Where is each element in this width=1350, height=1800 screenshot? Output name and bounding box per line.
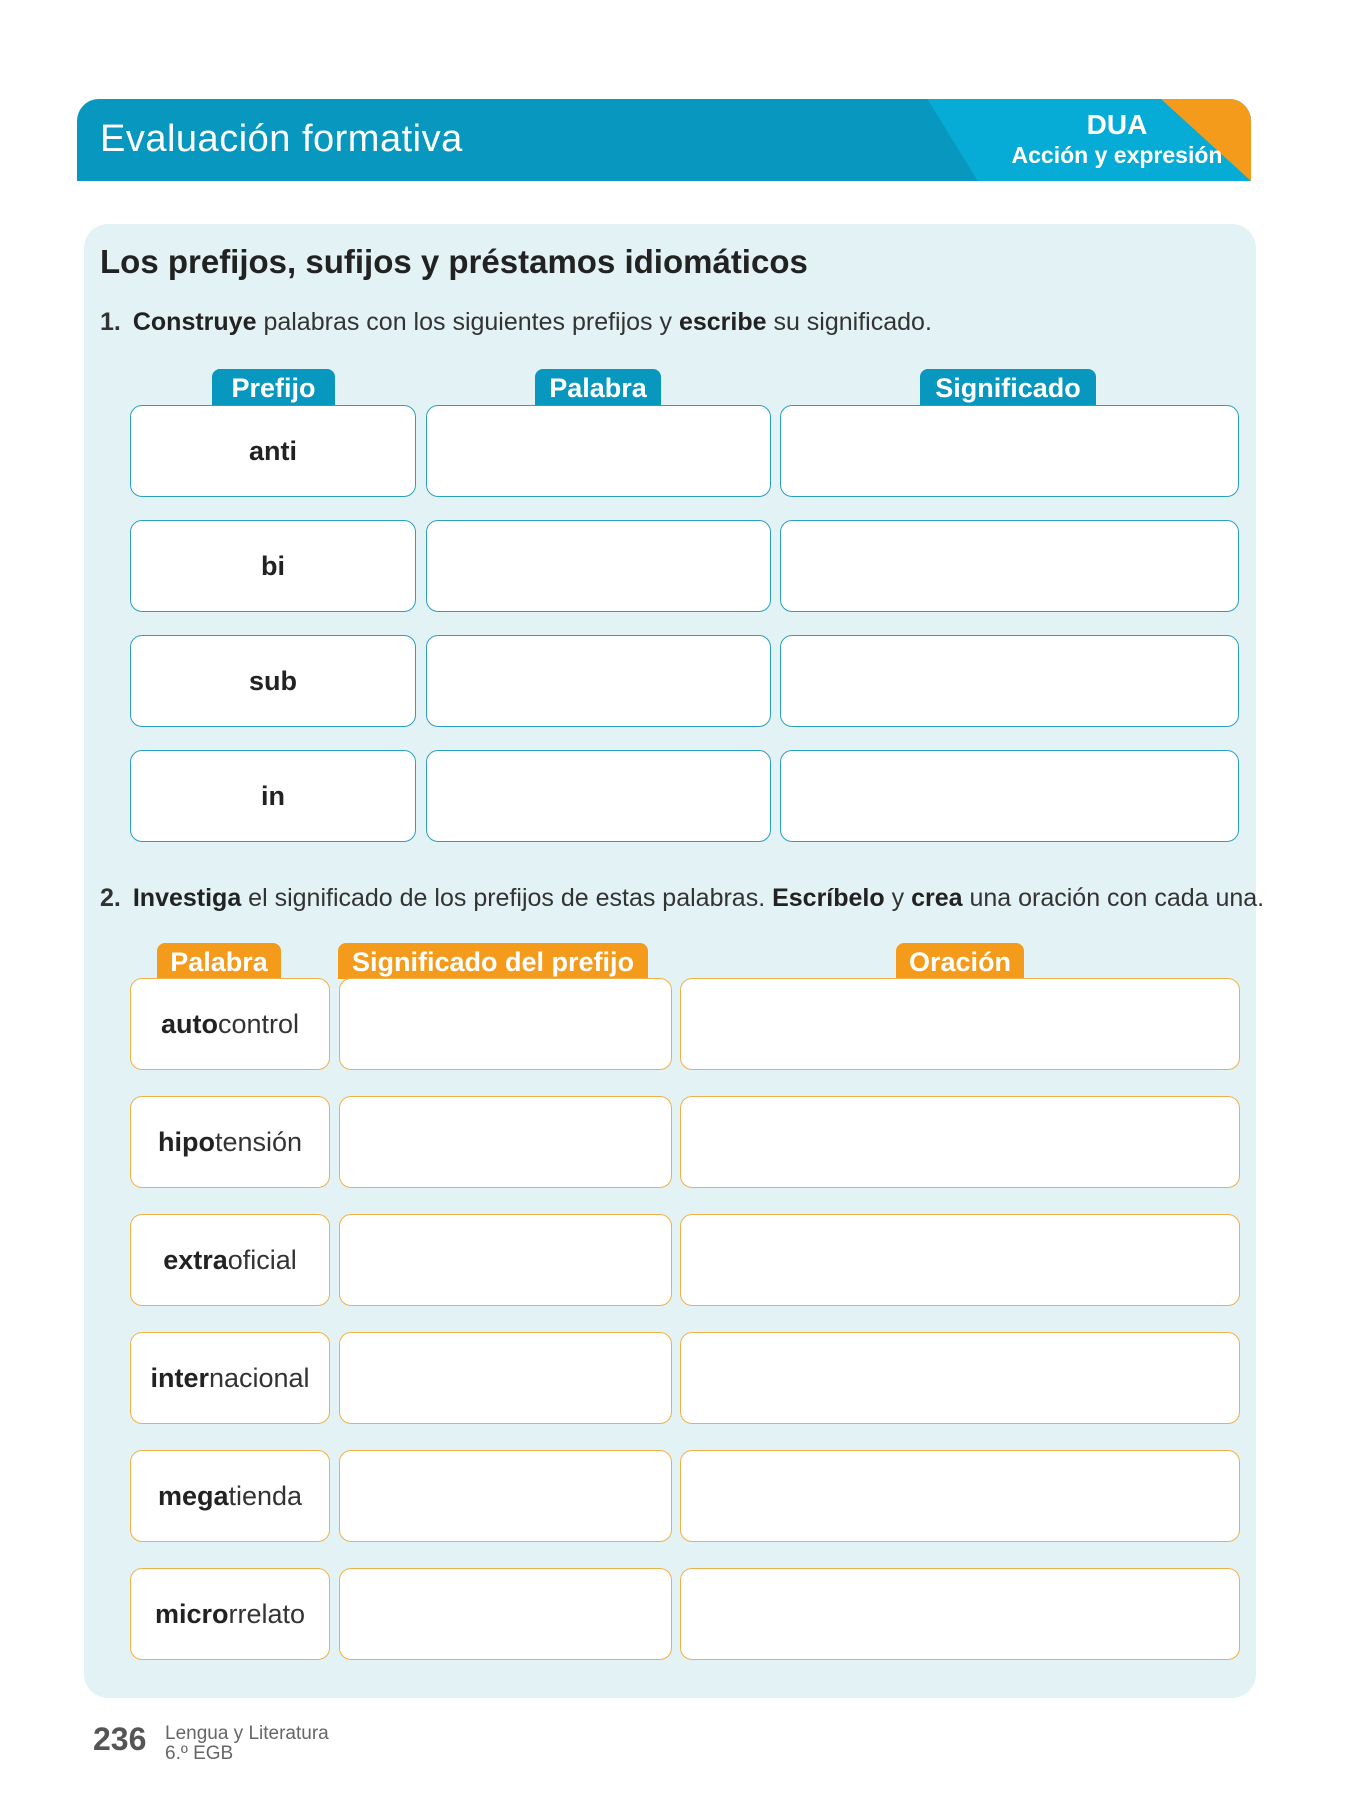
instr-text: el significado de los prefijos de estas palabras. — [241, 884, 773, 912]
dua-label: DUA — [1086, 109, 1148, 140]
word-prefix: auto — [160, 1008, 218, 1039]
significado-prefijo-input-box[interactable] — [339, 1214, 672, 1306]
header-significado-prefijo: Significado del prefijo — [338, 943, 648, 979]
word-root: nacional — [208, 1362, 310, 1393]
word-root: control — [217, 1008, 300, 1039]
word-prefix: hipo — [157, 1126, 215, 1157]
word-label — [158, 1127, 302, 1158]
exercise2-instruction — [100, 884, 1264, 913]
dua-badge — [977, 109, 1251, 169]
prefix-label: in — [261, 780, 285, 811]
header-oracion: Oración — [896, 943, 1024, 979]
word-label — [158, 1481, 302, 1512]
word-prefix: micro — [154, 1598, 229, 1629]
header-banner — [77, 99, 1251, 181]
significado-input-box[interactable] — [780, 635, 1239, 727]
word-label — [163, 1245, 297, 1276]
prefix-label: sub — [248, 665, 297, 696]
exercise1-instruction — [100, 308, 932, 337]
exercise1-number: 1. — [100, 308, 121, 336]
significado-input-box[interactable] — [780, 405, 1239, 497]
word-cell — [130, 1096, 330, 1188]
section-title: Los prefijos, sufijos y préstamos idiomáticos — [100, 243, 808, 280]
oracion-input-box[interactable] — [680, 1214, 1240, 1306]
word-label — [150, 1363, 309, 1394]
word-cell — [130, 1332, 330, 1424]
significado-prefijo-input-box[interactable] — [339, 1568, 672, 1660]
oracion-input-box[interactable] — [680, 1568, 1240, 1660]
exercise2-number: 2. — [100, 884, 121, 912]
page-number: 236 — [93, 1721, 147, 1757]
header-palabra-2: Palabra — [157, 943, 281, 979]
word-root: rrelato — [228, 1598, 306, 1629]
word-cell — [130, 978, 330, 1070]
significado-prefijo-input-box[interactable] — [339, 978, 672, 1070]
instr-verb-investiga: Investiga — [132, 884, 242, 912]
prefix-cell — [130, 405, 416, 497]
header-title: Evaluación formativa — [100, 118, 463, 160]
significado-input-box[interactable] — [780, 750, 1239, 842]
palabra-input-box[interactable] — [426, 635, 771, 727]
subject-name: Lengua y Literatura — [165, 1723, 329, 1744]
word-cell — [130, 1568, 330, 1660]
word-root: oficial — [227, 1244, 297, 1275]
word-cell — [130, 1214, 330, 1306]
palabra-input-box[interactable] — [426, 405, 771, 497]
footer-subject — [165, 1724, 329, 1764]
significado-prefijo-input-box[interactable] — [339, 1096, 672, 1188]
prefix-cell — [130, 750, 416, 842]
word-root: tensión — [214, 1126, 303, 1157]
word-prefix: extra — [163, 1244, 228, 1275]
header-significado: Significado — [920, 369, 1096, 405]
instr-verb-escribe: escribe — [678, 308, 767, 336]
oracion-input-box[interactable] — [680, 1450, 1240, 1542]
grade-label: 6.º EGB — [165, 1743, 234, 1764]
oracion-input-box[interactable] — [680, 1332, 1240, 1424]
prefix-label: anti — [248, 435, 297, 466]
oracion-input-box[interactable] — [680, 1096, 1240, 1188]
word-root: tienda — [228, 1480, 303, 1511]
instr-text: una oración con cada una. — [962, 884, 1265, 912]
word-prefix: mega — [157, 1480, 229, 1511]
instr-verb-crea: crea — [911, 884, 963, 912]
significado-input-box[interactable] — [780, 520, 1239, 612]
word-prefix: inter — [150, 1362, 209, 1393]
prefix-cell — [130, 520, 416, 612]
instr-text: y — [884, 884, 912, 912]
prefix-label: bi — [261, 550, 285, 581]
significado-prefijo-input-box[interactable] — [339, 1332, 672, 1424]
instr-verb-construye: Construye — [132, 308, 257, 336]
significado-prefijo-input-box[interactable] — [339, 1450, 672, 1542]
header-prefijo: Prefijo — [212, 369, 335, 405]
prefix-cell — [130, 635, 416, 727]
dua-subtitle: Acción y expresión — [1011, 142, 1223, 168]
word-label — [155, 1599, 305, 1630]
palabra-input-box[interactable] — [426, 520, 771, 612]
header-palabra: Palabra — [535, 369, 661, 405]
palabra-input-box[interactable] — [426, 750, 771, 842]
instr-text: palabras con los siguientes prefijos y — [256, 308, 679, 336]
word-cell — [130, 1450, 330, 1542]
instr-verb-escribelo: Escríbelo — [772, 884, 885, 912]
word-label — [161, 1009, 299, 1040]
instr-text: su significado. — [766, 308, 932, 336]
oracion-input-box[interactable] — [680, 978, 1240, 1070]
